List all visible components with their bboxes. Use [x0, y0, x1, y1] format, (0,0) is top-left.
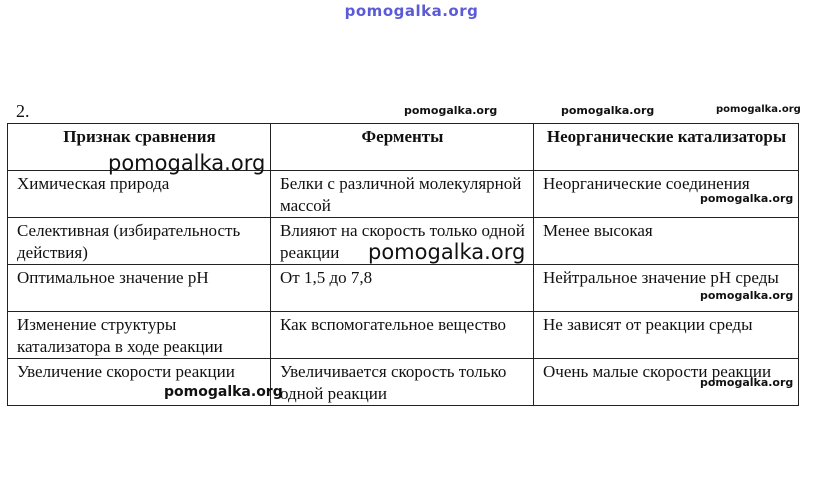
table-cell: Неорганические соединения [534, 171, 799, 218]
table-cell: Нейтральное значение рН среды [534, 265, 799, 312]
table-cell: Изменение структуры катализатора в ходе реакции [8, 312, 271, 359]
header-enzymes: Ферменты [271, 124, 534, 171]
watermark: pomogalka.org [404, 104, 498, 117]
watermark: pomogalka.org [700, 289, 794, 302]
watermark: pomogalka.org [716, 104, 801, 115]
watermark: pomogalka.org [368, 240, 526, 264]
table-cell: Влияют на скорость только одной реакции [271, 218, 534, 265]
table-cell: Оптимальное значение рН [8, 265, 271, 312]
header-criterion: Признак сравнения [8, 124, 271, 171]
table-cell: Менее высокая [534, 218, 799, 265]
table-cell: Увеличивается скорость только одной реакции [271, 359, 534, 406]
table-cell: Селективная (избирательность действия) [8, 218, 271, 265]
watermark: pomogalka.org [164, 384, 283, 400]
table-row [8, 265, 799, 312]
site-name-header: pomogalka.org [344, 2, 479, 20]
watermark: pomogalka.org [700, 192, 794, 205]
watermark: pomogalka.org [561, 104, 655, 117]
table-cell: От 1,5 до 7,8 [271, 265, 534, 312]
table-cell: Увеличение скорости реакции [8, 359, 271, 406]
table-row [8, 312, 799, 359]
table-cell: Не зависят от реакции среды [534, 312, 799, 359]
table-cell: Очень малые скорости реакции [534, 359, 799, 406]
table-row [8, 359, 799, 406]
table-row [8, 171, 799, 218]
table-cell: Белки с различной молекулярной массой [271, 171, 534, 218]
header-inorganic-catalysts: Неорганические катализаторы [534, 124, 799, 171]
watermark: pomogalka.org [108, 151, 266, 175]
table-cell: Как вспомогательное вещество [271, 312, 534, 359]
table-cell: Химическая природа [8, 171, 271, 218]
task-number: 2. [16, 101, 30, 121]
watermark: pomogalka.org [700, 376, 794, 389]
